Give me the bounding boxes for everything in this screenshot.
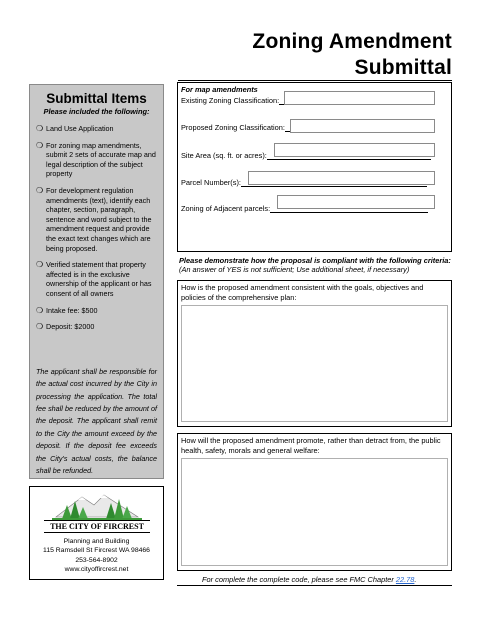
fmc-chapter-link[interactable]: 22.78 xyxy=(395,575,415,584)
list-item-label: For development regulation amendments (text), identify each chapter, section, paragraph, sentence and word subject to the amendment request and provide the exact text changes which are being proposed. xyxy=(46,185,152,253)
adjacent-zoning-input[interactable] xyxy=(277,195,435,209)
title-divider xyxy=(178,80,452,81)
list-item xyxy=(36,260,157,298)
question-label: How will the proposed amendment promote, rather than detract from, the public health, safety, morals and general welfare: xyxy=(181,436,441,455)
existing-zoning-label: Existing Zoning Classification: xyxy=(181,96,280,105)
field-underline xyxy=(267,159,431,160)
list-item xyxy=(36,186,157,253)
criteria-instructions-bold: Please demonstrate how the proposal is compliant with the following criteria: xyxy=(179,256,451,265)
existing-zoning-input[interactable] xyxy=(284,91,435,105)
comprehensive-plan-answer-textarea[interactable] xyxy=(181,305,448,422)
map-amendments-heading: For map amendments xyxy=(181,85,258,94)
proposed-zoning-input[interactable] xyxy=(290,119,435,133)
field-underline xyxy=(241,186,427,187)
mountain-trees-logo-icon xyxy=(48,491,146,521)
list-item xyxy=(36,124,157,134)
list-item-label: Verified statement that property affected is in the exclusive ownership of the applicant or has consent of all owners xyxy=(46,260,152,298)
city-name: THE CITY OF FIRCREST xyxy=(44,520,150,533)
department: Planning and Building xyxy=(63,538,130,545)
submittal-items-list xyxy=(36,124,157,332)
code-reference-end: . xyxy=(414,575,417,584)
list-item-label: Deposit: $2000 xyxy=(46,322,95,332)
question-label: How is the proposed amendment consistent with the goals, objectives and policies of the comprehensive plan: xyxy=(181,283,424,302)
public-welfare-answer-textarea[interactable] xyxy=(181,458,448,566)
site-area-input[interactable] xyxy=(274,143,435,157)
checkbox-icon[interactable]: ❍ xyxy=(36,124,44,133)
submittal-items-panel xyxy=(29,84,164,479)
page-title-line2: Submittal xyxy=(354,56,452,79)
checkbox-icon[interactable]: ❍ xyxy=(36,185,44,195)
criteria-instructions-italic: (An answer of YES is not sufficient; Use additional sheet, if necessary) xyxy=(179,265,410,275)
submittal-items-subtitle: Please included the following: xyxy=(43,107,150,116)
list-item-label: Intake fee: $500 xyxy=(46,305,98,315)
city-contact-box xyxy=(29,486,164,580)
city-contact-info xyxy=(30,537,163,575)
checkbox-icon[interactable]: ❍ xyxy=(36,305,44,315)
checkbox-icon[interactable]: ❍ xyxy=(36,322,44,332)
code-reference-text: For complete the complete code, please see FMC Chapter xyxy=(202,575,394,584)
list-item xyxy=(36,141,157,179)
footer-divider xyxy=(177,585,452,586)
parcel-number-label: Parcel Number(s): xyxy=(181,178,241,187)
list-item xyxy=(36,322,157,332)
page-title-line1: Zoning Amendment xyxy=(252,30,452,53)
list-item-label: For zoning map amendments, submit 2 sets of accurate map and legal description of the subject property xyxy=(46,140,156,179)
field-underline xyxy=(270,212,428,213)
proposed-zoning-label: Proposed Zoning Classification: xyxy=(181,123,285,132)
site-area-label: Site Area (sq. ft. or acres): xyxy=(181,151,267,160)
website-link[interactable]: www.cityoffircrest.net xyxy=(64,566,129,574)
code-reference xyxy=(202,575,416,584)
phone: 253-564-8902 xyxy=(75,556,118,564)
submittal-items-title: Submittal Items xyxy=(46,91,147,106)
list-item xyxy=(36,306,157,316)
question-box-public-welfare xyxy=(177,433,452,571)
question-box-comprehensive-plan xyxy=(177,280,452,427)
address: 115 Ramsdell St Fircrest WA 98466 xyxy=(43,547,150,555)
fee-note: The applicant shall be responsible for the actual cost incurred by the City in processing the application. The total fee shall be reduced by the amount of the deposit. The applicant shall remit to the City the amount exceed by the deposit. If the deposit fee exceeds the City's actual costs, the balance shall be refunded. xyxy=(36,366,157,475)
parcel-number-input[interactable] xyxy=(248,171,435,185)
list-item-label: Land Use Application xyxy=(46,124,114,133)
checkbox-icon[interactable]: ❍ xyxy=(36,140,44,150)
criteria-instructions xyxy=(179,256,454,275)
checkbox-icon[interactable]: ❍ xyxy=(36,260,44,270)
adjacent-zoning-label: Zoning of Adjacent parcels: xyxy=(181,204,271,213)
map-amendments-form xyxy=(177,82,452,252)
